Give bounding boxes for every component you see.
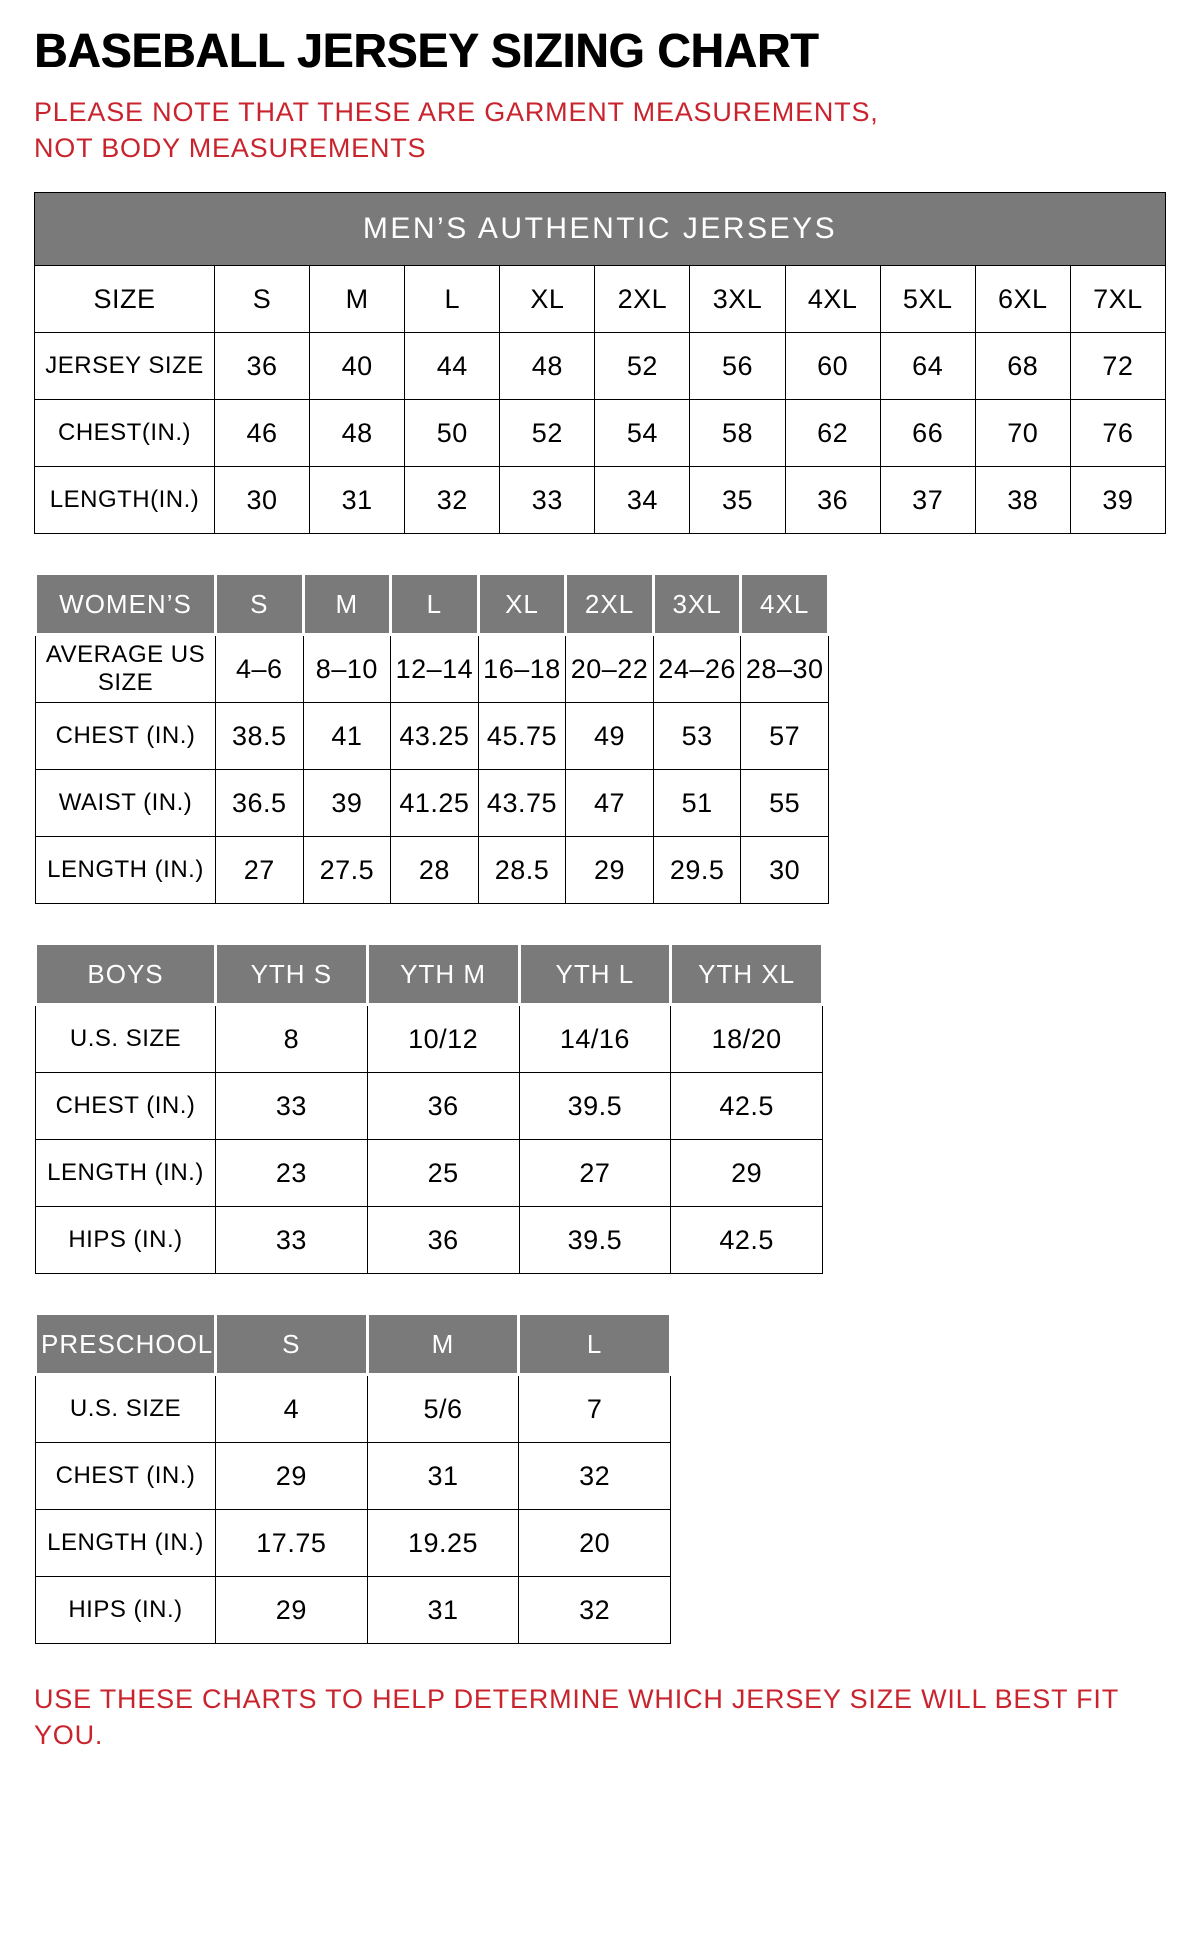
row-label: U.S. SIZE xyxy=(36,1005,216,1073)
boys-column-header: YTH M xyxy=(367,944,519,1005)
preschool-header-label: PRESCHOOL xyxy=(36,1314,216,1375)
table-cell: 14/16 xyxy=(519,1005,671,1073)
table-cell: 36 xyxy=(367,1073,519,1140)
table-cell: 27 xyxy=(216,837,304,904)
table-cell: 52 xyxy=(500,400,595,467)
table-cell: 7 xyxy=(519,1375,671,1443)
table-row xyxy=(36,837,829,904)
row-label: JERSEY SIZE xyxy=(35,333,215,400)
table-row xyxy=(36,1375,671,1443)
table-cell: 48 xyxy=(310,400,405,467)
table-cell: 39 xyxy=(1070,467,1165,534)
row-label: WAIST (IN.) xyxy=(36,770,216,837)
row-label: LENGTH (IN.) xyxy=(36,837,216,904)
table-row xyxy=(36,1140,823,1207)
table-cell: 62 xyxy=(785,400,880,467)
boys-column-header: YTH XL xyxy=(671,944,823,1005)
mens-column-header: 2XL xyxy=(595,266,690,333)
table-cell: 29 xyxy=(216,1443,368,1510)
table-cell: 5/6 xyxy=(367,1375,519,1443)
table-cell: 31 xyxy=(310,467,405,534)
table-cell: 64 xyxy=(880,333,975,400)
table-cell: 55 xyxy=(741,770,829,837)
womens-column-header: 2XL xyxy=(566,574,654,635)
row-label: LENGTH (IN.) xyxy=(36,1510,216,1577)
mens-column-header: 7XL xyxy=(1070,266,1165,333)
mens-column-header: L xyxy=(405,266,500,333)
table-cell: 58 xyxy=(690,400,785,467)
table-cell: 36 xyxy=(215,333,310,400)
table-cell: 29 xyxy=(671,1140,823,1207)
row-label: AVERAGE US SIZE xyxy=(36,635,216,703)
table-cell: 39.5 xyxy=(519,1207,671,1274)
table-cell: 39.5 xyxy=(519,1073,671,1140)
table-cell: 30 xyxy=(741,837,829,904)
table-row xyxy=(35,333,1166,400)
table-cell: 45.75 xyxy=(478,703,566,770)
table-cell: 46 xyxy=(215,400,310,467)
womens-column-header: L xyxy=(391,574,479,635)
table-cell: 42.5 xyxy=(671,1207,823,1274)
table-cell: 31 xyxy=(367,1443,519,1510)
table-cell: 53 xyxy=(653,703,741,770)
table-cell: 40 xyxy=(310,333,405,400)
table-cell: 16–18 xyxy=(478,635,566,703)
row-label: CHEST (IN.) xyxy=(36,1073,216,1140)
preschool-column-header: S xyxy=(216,1314,368,1375)
table-cell: 33 xyxy=(500,467,595,534)
table-row xyxy=(36,703,829,770)
table-cell: 32 xyxy=(405,467,500,534)
table-cell: 25 xyxy=(367,1140,519,1207)
mens-column-header: XL xyxy=(500,266,595,333)
table-cell: 27.5 xyxy=(303,837,391,904)
table-cell: 50 xyxy=(405,400,500,467)
table-cell: 8 xyxy=(216,1005,368,1073)
table-cell: 29.5 xyxy=(653,837,741,904)
table-row xyxy=(36,635,829,703)
table-cell: 47 xyxy=(566,770,654,837)
table-cell: 17.75 xyxy=(216,1510,368,1577)
row-label: LENGTH(IN.) xyxy=(35,467,215,534)
mens-column-header: M xyxy=(310,266,405,333)
table-cell: 70 xyxy=(975,400,1070,467)
boys-table xyxy=(34,942,824,1274)
table-cell: 38.5 xyxy=(216,703,304,770)
mens-authentic-jerseys-table xyxy=(34,192,1166,534)
table-cell: 68 xyxy=(975,333,1070,400)
table-cell: 20–22 xyxy=(566,635,654,703)
mens-column-header: 3XL xyxy=(690,266,785,333)
preschool-table xyxy=(34,1312,672,1644)
page-title: BASEBALL JERSEY SIZING CHART xyxy=(34,25,819,78)
womens-table xyxy=(34,572,830,904)
womens-column-header: 4XL xyxy=(741,574,829,635)
row-label: U.S. SIZE xyxy=(36,1375,216,1443)
table-row xyxy=(36,1577,671,1644)
table-cell: 29 xyxy=(216,1577,368,1644)
table-cell: 41.25 xyxy=(391,770,479,837)
table-cell: 76 xyxy=(1070,400,1165,467)
table-cell: 48 xyxy=(500,333,595,400)
mens-column-header: 6XL xyxy=(975,266,1070,333)
best-fit-note: USE THESE CHARTS TO HELP DETERMINE WHICH JERSEY SIZE WILL BEST FIT YOU. xyxy=(34,1684,1119,1750)
table-row xyxy=(36,770,829,837)
mens-column-header: 5XL xyxy=(880,266,975,333)
mens-table xyxy=(34,192,1166,534)
row-label: HIPS (IN.) xyxy=(36,1207,216,1274)
table-cell: 38 xyxy=(975,467,1070,534)
table-cell: 30 xyxy=(215,467,310,534)
preschool-column-header: M xyxy=(367,1314,519,1375)
row-label: HIPS (IN.) xyxy=(36,1577,216,1644)
garment-measurement-note: PLEASE NOTE THAT THESE ARE GARMENT MEASUREMENTS, NOT BODY MEASUREMENTS xyxy=(34,97,879,163)
table-cell: 28 xyxy=(391,837,479,904)
table-cell: 20 xyxy=(519,1510,671,1577)
mens-header-label: SIZE xyxy=(35,266,215,333)
table-cell: 54 xyxy=(595,400,690,467)
table-cell: 43.75 xyxy=(478,770,566,837)
boys-column-header: YTH L xyxy=(519,944,671,1005)
boys-sizing-table xyxy=(34,942,1166,1274)
table-row xyxy=(35,400,1166,467)
mens-banner-title: MEN’S AUTHENTIC JERSEYS xyxy=(35,193,1166,266)
table-cell: 51 xyxy=(653,770,741,837)
table-row xyxy=(36,1510,671,1577)
table-cell: 35 xyxy=(690,467,785,534)
table-cell: 52 xyxy=(595,333,690,400)
table-cell: 8–10 xyxy=(303,635,391,703)
table-cell: 31 xyxy=(367,1577,519,1644)
table-cell: 24–26 xyxy=(653,635,741,703)
table-cell: 10/12 xyxy=(367,1005,519,1073)
mens-column-header: S xyxy=(215,266,310,333)
table-cell: 28–30 xyxy=(741,635,829,703)
row-label: CHEST (IN.) xyxy=(36,703,216,770)
table-cell: 29 xyxy=(566,837,654,904)
table-cell: 36 xyxy=(367,1207,519,1274)
row-label: LENGTH (IN.) xyxy=(36,1140,216,1207)
table-cell: 72 xyxy=(1070,333,1165,400)
table-cell: 36.5 xyxy=(216,770,304,837)
table-row xyxy=(36,1207,823,1274)
table-cell: 39 xyxy=(303,770,391,837)
preschool-sizing-table xyxy=(34,1312,1166,1644)
table-row xyxy=(36,1443,671,1510)
womens-column-header: XL xyxy=(478,574,566,635)
table-row xyxy=(35,467,1166,534)
table-cell: 41 xyxy=(303,703,391,770)
table-cell: 19.25 xyxy=(367,1510,519,1577)
table-row xyxy=(36,1005,823,1073)
table-cell: 33 xyxy=(216,1207,368,1274)
table-cell: 18/20 xyxy=(671,1005,823,1073)
table-cell: 32 xyxy=(519,1577,671,1644)
table-cell: 33 xyxy=(216,1073,368,1140)
womens-header-label: WOMEN’S xyxy=(36,574,216,635)
table-cell: 12–14 xyxy=(391,635,479,703)
table-cell: 4 xyxy=(216,1375,368,1443)
table-cell: 23 xyxy=(216,1140,368,1207)
mens-column-header: 4XL xyxy=(785,266,880,333)
table-cell: 28.5 xyxy=(478,837,566,904)
table-cell: 32 xyxy=(519,1443,671,1510)
womens-sizing-table xyxy=(34,572,1166,904)
row-label: CHEST (IN.) xyxy=(36,1443,216,1510)
table-cell: 66 xyxy=(880,400,975,467)
table-row xyxy=(36,1073,823,1140)
preschool-column-header: L xyxy=(519,1314,671,1375)
table-cell: 49 xyxy=(566,703,654,770)
boys-header-label: BOYS xyxy=(36,944,216,1005)
table-cell: 4–6 xyxy=(216,635,304,703)
table-cell: 43.25 xyxy=(391,703,479,770)
womens-column-header: M xyxy=(303,574,391,635)
table-cell: 36 xyxy=(785,467,880,534)
womens-column-header: 3XL xyxy=(653,574,741,635)
table-cell: 37 xyxy=(880,467,975,534)
table-cell: 60 xyxy=(785,333,880,400)
boys-column-header: YTH S xyxy=(216,944,368,1005)
table-cell: 44 xyxy=(405,333,500,400)
table-cell: 27 xyxy=(519,1140,671,1207)
row-label: CHEST(IN.) xyxy=(35,400,215,467)
table-cell: 34 xyxy=(595,467,690,534)
womens-column-header: S xyxy=(216,574,304,635)
table-cell: 56 xyxy=(690,333,785,400)
table-cell: 57 xyxy=(741,703,829,770)
table-cell: 42.5 xyxy=(671,1073,823,1140)
